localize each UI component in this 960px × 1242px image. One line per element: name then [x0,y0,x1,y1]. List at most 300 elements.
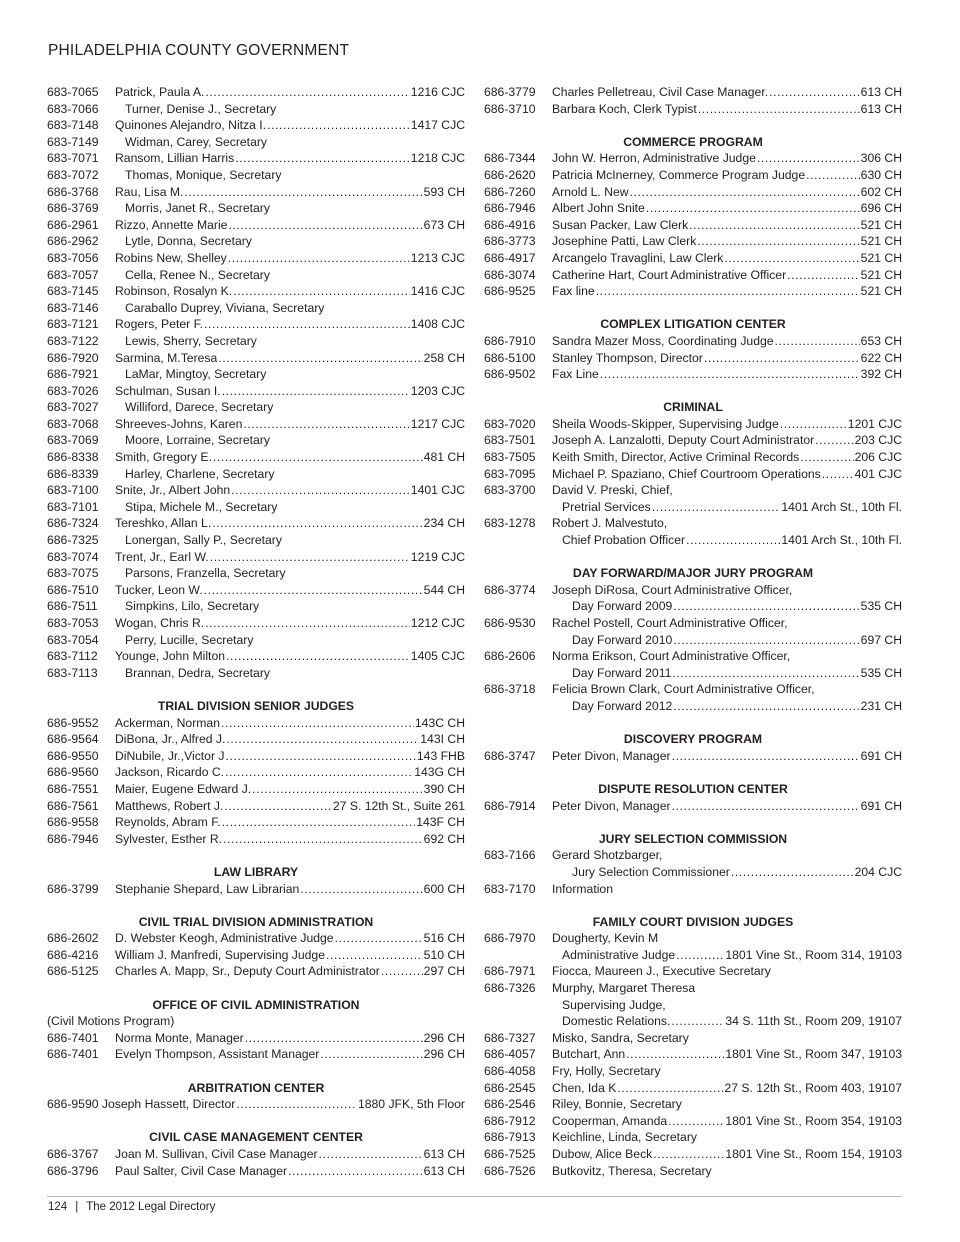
phone-number: 686-7561 [47,798,99,813]
directory-entry [484,930,902,947]
phone-number: 683-7170 [484,881,536,896]
entry-location: 1417 CJC [410,118,465,133]
directory-entry [484,350,902,367]
phone-number: 686-7401 [47,1030,99,1045]
entry-location: 143C CH [414,715,465,730]
entry-name: Wogan, Chris R. [115,616,205,630]
directory-entry [484,449,902,466]
dot-leader [212,515,422,532]
directory-entry [47,350,465,367]
entry-location: 234 CH [423,516,465,531]
dot-leader [673,598,859,615]
dot-leader [204,316,410,333]
entry-name: Robert J. Malvestuto, [552,516,668,531]
phone-number: 686-3767 [47,1147,99,1161]
dot-leader [822,466,854,483]
entry-name: Pretrial Services [562,499,651,514]
phone-number: 686-7260 [484,184,536,199]
phone-number: 683-7146 [47,300,99,315]
entry-name: Joan M. Sullivan, Civil Case Manager [115,1147,318,1161]
directory-entry [47,1030,465,1047]
directory-entry [484,150,902,167]
entry-location: 613 CH [423,1163,465,1178]
directory-entry [47,831,465,848]
entry-name: Rau, Lisa M. [115,184,184,199]
phone-number: 686-7921 [47,367,99,382]
dot-leader [224,798,332,815]
entry-name: Cella, Renee N., Secretary [125,267,270,282]
dot-leader [222,383,410,400]
entry-location: 1218 CJC [410,151,465,166]
phone-number: 686-7344 [484,151,536,166]
entry-name: Fax line [552,284,595,299]
directory-entry [47,432,465,449]
entry-name: Arnold L. New [552,184,629,199]
directory-entry [484,698,902,715]
phone-number: 683-7101 [47,499,99,514]
directory-entry [484,1096,902,1113]
entry-location: 535 CH [860,599,902,614]
dot-leader [226,648,410,665]
directory-entry [47,134,465,151]
dot-leader [672,748,860,765]
entry-name: Norma Erikson, Court Administrative Officer, [552,649,791,664]
dot-leader [626,1046,724,1063]
dot-leader [226,731,419,748]
dot-leader [252,781,423,798]
phone-number: 683-7100 [47,483,99,498]
directory-entry [484,681,902,698]
entry-name: Joseph DiRosa, Court Administrative Officer, [552,582,793,597]
directory-entry [484,333,902,350]
phone-number: 686-2961 [47,217,99,232]
directory-entry [47,798,465,815]
dot-leader [646,200,860,217]
phone-number: 686-3774 [484,582,536,597]
phone-number: 686-5100 [484,350,536,365]
dot-leader [617,1080,723,1097]
dot-leader [787,267,860,284]
phone-number: 683-7122 [47,333,99,348]
phone-number: 686-3779 [484,85,536,99]
entry-location: 535 CH [860,665,902,680]
dot-leader [267,117,410,134]
entry-name: Chief Probation Officer [562,533,686,548]
entry-name: Rachel Postell, Court Administrative Officer, [552,616,788,630]
phone-number: 686-7401 [47,1047,99,1062]
entry-name: Charles A. Mapp, Sr., Deputy Court Administrator [115,964,380,979]
entry-name: Patrick, Paula A. [115,85,205,99]
entry-location: 622 CH [860,350,902,365]
directory-entry [47,947,465,964]
entry-location: 1401 Arch St., 10th Fl. [781,499,902,514]
phone-number: 686-7946 [47,831,99,846]
dot-leader [326,947,423,964]
section-heading: DISCOVERY PROGRAM [623,732,763,747]
dot-leader [686,532,780,549]
directory-entry [47,648,465,665]
phone-number: 686-4057 [484,1047,536,1062]
phone-number [484,698,552,715]
entry-name: Evelyn Thompson, Assistant Manager [115,1047,320,1062]
phone-number: 686-9502 [484,367,536,382]
directory-entry [47,283,465,300]
directory-entry [484,233,902,250]
dot-leader [596,283,860,300]
directory-entry [484,798,902,815]
phone-number: 686-7551 [47,781,99,796]
entry-location: 1201 CJC [847,416,902,431]
entry-name: David V. Preski, Chief, [552,483,673,498]
phone-number: 686-3773 [484,234,536,249]
entry-name: Joseph A. Lanzalotti, Deputy Court Administrator [552,433,815,448]
entry-location: 521 CH [860,234,902,249]
dot-leader [225,764,413,781]
page-number: 124 [48,1201,68,1213]
dot-leader [652,499,781,516]
phone-number [484,632,552,649]
directory-entry [47,150,465,167]
section-heading: COMMERCE PROGRAM [623,134,763,149]
phone-number: 686-7920 [47,350,99,365]
phone-number: 686-9550 [47,748,99,763]
phone-number [484,532,552,549]
entry-name: Harley, Charlene, Secretary [125,466,275,481]
entry-name: 686-9590 Joseph Hassett, Director [47,1097,236,1112]
directory-entry [484,963,902,980]
directory-entry [484,864,902,881]
entry-name: Josephine Patti, Law Clerk [552,234,697,249]
entry-location: 653 CH [860,333,902,348]
entry-location: 143F CH [416,815,465,830]
entry-location: 1217 CJC [410,416,465,431]
dot-leader [204,582,423,599]
dot-leader [769,84,860,101]
phone-number: 686-3769 [47,201,99,216]
entry-name: Supervising Judge, [562,997,666,1012]
directory-entry [484,416,902,433]
section-note: (Civil Motions Program) [47,1014,175,1029]
directory-entry [47,267,465,284]
entry-name: Michael P. Spaziano, Chief Courtroom Operations [552,466,821,481]
phone-number: 686-2602 [47,931,99,946]
directory-entry [484,980,902,997]
dot-leader [757,150,860,167]
entry-name: Parsons, Franzella, Secretary [125,566,286,581]
directory-entry [47,416,465,433]
entry-location: 401 CJC [854,466,902,481]
entry-location: 691 CH [860,798,902,813]
entry-name: Perry, Lucille, Secretary [125,632,254,647]
entry-location: 613 CH [860,85,902,99]
entry-name: Felicia Brown Clark, Court Administrative Officer, [552,682,815,697]
directory-entry [47,101,465,118]
entry-location: 481 CH [423,450,465,465]
directory-entry [47,615,465,632]
dot-leader [210,549,410,566]
entry-location: 297 CH [423,964,465,979]
phone-number: 683-7069 [47,433,99,448]
phone-number: 686-3796 [47,1163,99,1178]
directory-entry [484,184,902,201]
dot-leader [233,283,410,300]
dot-leader [222,814,416,831]
left-column [47,84,465,1179]
directory-entry [484,748,902,765]
dot-leader [320,1046,422,1063]
entry-name: Day Forward 2010 [572,632,673,647]
entry-name: Day Forward 2011 [572,665,672,680]
dot-leader [672,665,859,682]
dot-leader [671,1013,724,1030]
directory-entry [47,184,465,201]
entry-name: Information [552,881,613,896]
directory-entry [484,217,902,234]
phone-number [484,665,552,682]
section-heading: JURY SELECTION COMMISSION [598,831,788,846]
phone-number: 683-7027 [47,400,99,415]
entry-location: 390 CH [423,781,465,796]
phone-number: 683-7113 [47,665,98,680]
entry-location: 516 CH [423,931,465,946]
entry-location: 697 CH [860,632,902,647]
directory-entry [47,814,465,831]
dot-leader [381,963,423,980]
entry-name: Administrative Judge [562,947,676,962]
phone-number: 686-9530 [484,616,536,630]
directory-entry [47,582,465,599]
phone-number: 686-9525 [484,284,536,299]
entry-name: Day Forward 2012 [572,698,673,713]
entry-location: 1416 CJC [410,284,465,299]
phone-number: 683-7112 [47,649,98,664]
directory-entry [484,200,902,217]
phone-number: 683-7056 [47,250,99,265]
entry-location: 258 CH [423,350,465,365]
directory-entry [47,748,465,765]
dot-leader [223,831,423,848]
entry-name: LaMar, Mingtoy, Secretary [125,367,267,382]
entry-name: Butkovitz, Theresa, Secretary [552,1163,712,1178]
entry-name: Reynolds, Abram F. [115,815,221,830]
entry-location: 544 CH [423,582,465,597]
phone-number: 686-9560 [47,765,99,780]
entry-name: Keith Smith, Director, Active Criminal Records [552,450,800,465]
phone-number [484,864,552,881]
directory-entry [484,515,902,532]
directory-entry [47,731,465,748]
phone-number: 686-7913 [484,1130,536,1145]
entry-name: Morris, Janet R., Secretary [125,201,270,216]
dot-leader [205,615,410,632]
entry-name: Dubow, Alice Beck [552,1147,653,1161]
directory-entry [47,665,465,682]
entry-name: Sheila Woods-Skipper, Supervising Judge [552,416,779,431]
entry-name: DiNubile, Jr.,Victor J [115,748,225,763]
phone-number: 686-4216 [47,947,99,962]
entry-name: Fax Line [552,367,599,382]
entry-name: Jackson, Ricardo C. [115,765,225,780]
phone-number: 686-3747 [484,748,536,763]
directory-entry [484,1163,902,1180]
directory-entry [47,466,465,483]
entry-name: Peter Divon, Manager [552,798,671,813]
entry-name: Rogers, Peter F. [115,317,204,332]
entry-name: Tucker, Leon W. [115,582,203,597]
directory-entry [484,366,902,383]
entry-location: 1219 CJC [410,549,465,564]
entry-name: Caraballo Duprey, Viviana, Secretary [125,300,325,315]
dot-leader [235,150,410,167]
entry-location: 203 CJC [854,433,902,448]
entry-name: Stephanie Shepard, Law Librarian [115,881,300,896]
entry-location: 204 CJC [854,864,902,879]
phone-number: 686-7525 [484,1147,536,1161]
phone-number: 683-7068 [47,416,99,431]
phone-number: 686-2546 [484,1097,536,1112]
directory-entry [47,333,465,350]
entry-location: 521 CH [860,267,902,282]
directory-entry [484,947,902,964]
entry-location: 392 CH [860,367,902,382]
section-heading: OFFICE OF CIVIL ADMINISTRATION [152,997,360,1012]
dot-leader [226,748,416,765]
entry-name: Widman, Carey, Secretary [125,134,268,149]
entry-name: William J. Manfredi, Supervising Judge [115,947,325,962]
directory-entry [484,167,902,184]
phone-number: 686-7510 [47,582,99,597]
phone-number: 683-7121 [47,317,99,332]
dot-leader [228,217,422,234]
entry-name: Cooperman, Amanda [552,1113,668,1128]
section-heading: ARBITRATION CENTER [187,1080,325,1095]
directory-entry [484,648,902,665]
directory-entry [484,997,902,1014]
directory-entry [484,1146,902,1163]
entry-location: 1203 CJC [410,383,465,398]
footer-divider [47,1196,902,1197]
directory-entry [484,432,902,449]
directory-entry [484,532,902,549]
entry-name: Susan Packer, Law Clerk [552,217,689,232]
phone-number: 683-7071 [47,151,99,166]
dot-leader [697,233,859,250]
directory-entry [47,781,465,798]
phone-number [484,598,552,615]
dot-leader [731,864,854,881]
directory-entry [47,366,465,383]
directory-entry [484,84,902,101]
dot-leader [228,250,410,267]
directory-entry [484,1080,902,1097]
entry-location: 143G CH [414,765,465,780]
entry-name: D. Webster Keogh, Administrative Judge [115,931,334,946]
directory-entry [47,499,465,516]
entry-location: 1216 CJC [410,85,465,99]
dot-leader [673,698,859,715]
phone-number: 686-4917 [484,250,536,265]
dot-leader [205,84,409,101]
entry-name: Ackerman, Norman [115,715,220,730]
directory-entry [484,1013,902,1030]
directory-entry [47,233,465,250]
directory-entry [484,250,902,267]
directory-entry [47,1163,465,1180]
entry-name: Dougherty, Kevin M [552,931,659,946]
entry-location: 510 CH [423,947,465,962]
entry-location: 600 CH [423,881,465,896]
entry-location: 1801 Vine St., Room 314, 19103 [725,947,902,962]
directory-entry [47,565,465,582]
phone-number: 683-7501 [484,433,536,448]
phone-number: 683-7075 [47,566,99,581]
directory-entry [484,482,902,499]
phone-number: 686-7326 [484,981,536,996]
directory-entry [484,632,902,649]
directory-entry [484,283,902,300]
entry-name: Snite, Jr., Albert John [115,483,231,498]
phone-number [484,947,552,964]
dot-leader [780,416,847,433]
directory-entry [484,499,902,516]
directory-entry [47,200,465,217]
entry-name: Stipa, Michele M., Secretary [125,499,278,514]
entry-name: Maier, Eugene Edward J. [115,781,252,796]
phone-number: 686-7912 [484,1113,536,1128]
phone-number: 683-7095 [484,466,536,481]
dot-leader [668,1113,724,1130]
directory-entry [484,665,902,682]
dot-leader [231,482,410,499]
entry-name: Barbara Koch, Clerk Typist [552,101,697,116]
entry-name: Norma Monte, Manager [115,1030,244,1045]
directory-entry [47,881,465,898]
dot-leader [630,184,860,201]
directory-title: The 2012 Legal Directory [86,1201,216,1213]
phone-number: 683-7026 [47,383,99,398]
entry-name: Catherine Hart, Court Administrative Officer [552,267,787,282]
entry-name: Fiocca, Maureen J., Executive Secretary [552,964,771,979]
dot-leader [184,184,422,201]
entry-name: Stanley Thompson, Director [552,350,703,365]
entry-name: Simpkins, Lilo, Secretary [125,599,260,614]
directory-entry [484,615,902,632]
dot-leader [245,1030,423,1047]
directory-entry [47,930,465,947]
phone-number: 686-4058 [484,1064,536,1079]
phone-number: 683-7057 [47,267,99,282]
right-column [484,84,902,1179]
directory-entry [484,1113,902,1130]
phone-number: 683-7074 [47,549,99,564]
dot-leader [698,101,860,118]
entry-name: Day Forward 2009 [572,599,673,614]
entry-name: Matthews, Robert J. [115,798,224,813]
directory-entry [47,167,465,184]
entry-name: Peter Divon, Manager [552,748,671,763]
phone-number: 686-3768 [47,184,99,199]
dot-leader [335,930,423,947]
phone-number: 683-7020 [484,416,536,431]
entry-location: 613 CH [860,101,902,116]
dot-leader [689,217,860,234]
entry-name: Arcangelo Travaglini, Law Clerk [552,250,724,265]
dot-leader [288,1163,423,1180]
directory-entry [47,764,465,781]
phone-number: 686-7327 [484,1030,536,1045]
entry-location: 1213 CJC [410,250,465,265]
dot-leader [300,881,422,898]
